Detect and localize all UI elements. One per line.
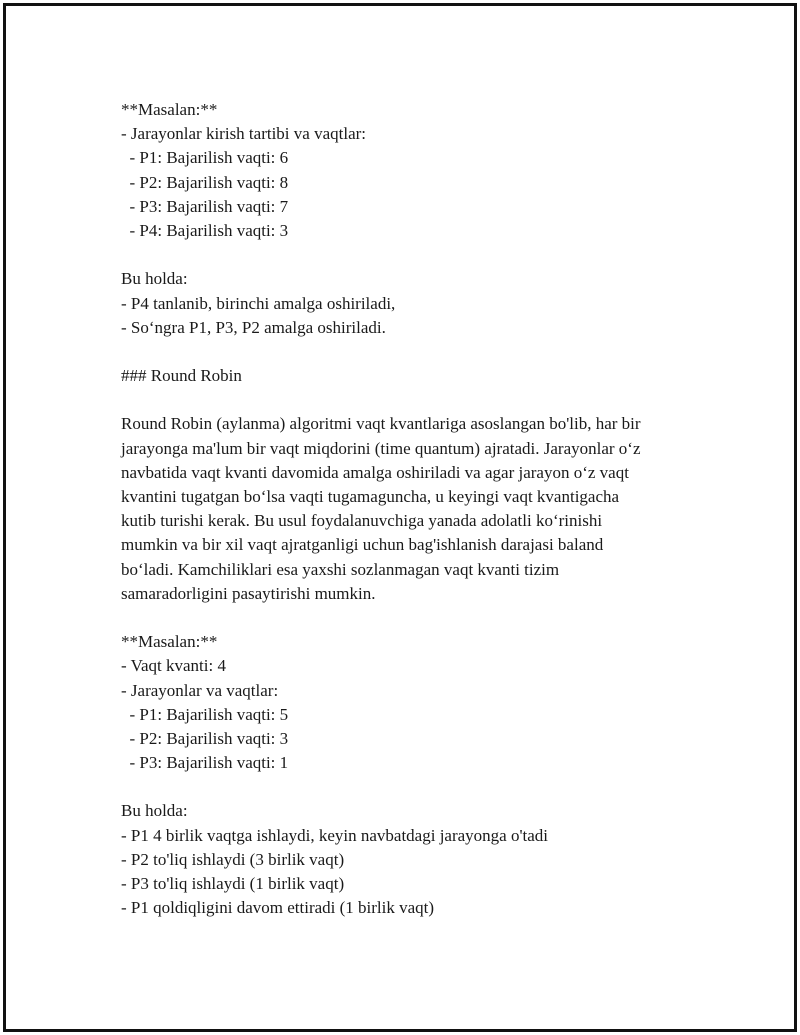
example-line: - P2: Bajarilish vaqti: 8 <box>121 172 289 192</box>
paragraph-line: mumkin va bir xil vaqt ajratganligi uchun bag'ishlanish darajasi baland <box>121 535 604 555</box>
paragraph-line: samaradorligini pasaytirishi mumkin. <box>121 583 376 603</box>
round-robin-paragraph <box>121 412 721 606</box>
example-heading: **Masalan:** <box>121 100 218 119</box>
result-heading: Bu holda: <box>121 269 188 289</box>
result-line: - P1 qoldiqligini davom ettiradi (1 birlik vaqt) <box>121 898 435 918</box>
spacer <box>121 340 721 364</box>
spacer <box>121 243 721 267</box>
example-line: - Vaqt kvanti: 4 <box>121 656 226 676</box>
page-frame <box>3 3 797 1032</box>
example-line: - Jarayonlar kirish tartibi va vaqtlar: <box>121 124 366 144</box>
example-line: - Jarayonlar va vaqtlar: <box>121 680 279 700</box>
spacer <box>121 388 721 412</box>
example-block-2 <box>121 630 721 775</box>
result-line: - So‘ngra P1, P3, P2 amalga oshiriladi. <box>121 317 386 337</box>
section-heading: ### Round Robin <box>121 366 242 386</box>
paragraph-line: navbatida vaqt kvanti davomida amalga oshiriladi va agar jarayon o‘z vaqt <box>121 462 629 482</box>
result-line: - P3 to'liq ishlaydi (1 birlik vaqt) <box>121 874 345 893</box>
result-line: - P2 to'liq ishlaydi (3 birlik vaqt) <box>121 849 345 869</box>
example-line: - P3: Bajarilish vaqti: 1 <box>121 753 289 773</box>
paragraph-line: bo‘ladi. Kamchiliklari esa yaxshi sozlanmagan vaqt kvanti tizim <box>121 559 560 579</box>
result-line: - P1 4 birlik vaqtga ishlaydi, keyin navbatdagi jarayonga o'tadi <box>121 825 549 845</box>
example-line: - P2: Bajarilish vaqti: 3 <box>121 728 289 748</box>
result-line: - P4 tanlanib, birinchi amalga oshiriladi, <box>121 293 396 313</box>
example-line: - P1: Bajarilish vaqti: 5 <box>121 704 289 724</box>
paragraph-line: kvantini tugatgan bo‘lsa vaqti tugamaguncha, u keyingi vaqt kvantigacha <box>121 487 620 506</box>
example-line: - P3: Bajarilish vaqti: 7 <box>121 196 289 216</box>
document-body <box>121 98 721 920</box>
example-heading: **Masalan:** <box>121 632 218 652</box>
paragraph-line: Round Robin (aylanma) algoritmi vaqt kvantlariga asoslangan bo'lib, har bir <box>121 414 641 434</box>
result-heading: Bu holda: <box>121 801 188 821</box>
result-block-1 <box>121 267 721 340</box>
paragraph-line: kutib turishi kerak. Bu usul foydalanuvchiga yanada adolatli ko‘rinishi <box>121 511 603 531</box>
example-line: - P4: Bajarilish vaqti: 3 <box>121 220 289 240</box>
example-line: - P1: Bajarilish vaqti: 6 <box>121 148 289 168</box>
spacer <box>121 606 721 630</box>
example-block-1 <box>121 98 721 243</box>
spacer <box>121 775 721 799</box>
result-block-2 <box>121 799 721 920</box>
paragraph-line: jarayonga ma'lum bir vaqt miqdorini (time quantum) ajratadi. Jarayonlar o‘z <box>121 438 641 458</box>
